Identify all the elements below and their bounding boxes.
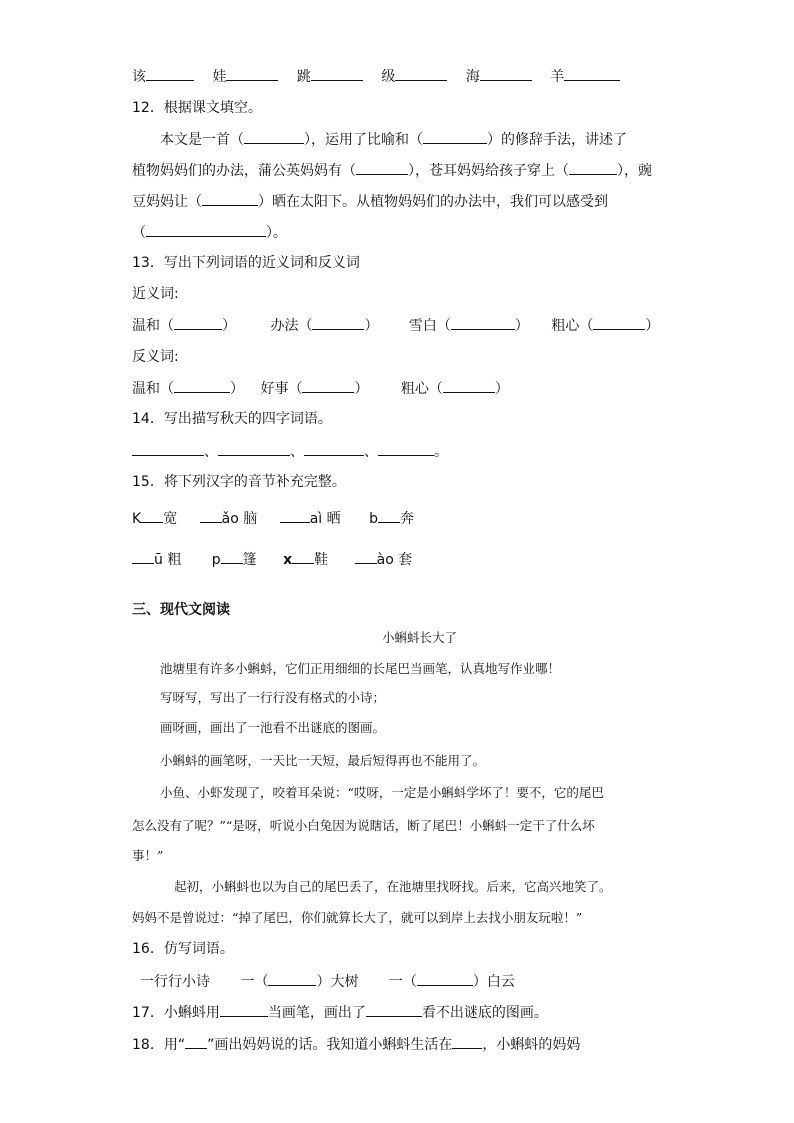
q12-line-4: （ ）。: [132, 222, 287, 243]
answer-blank[interactable]: [226, 66, 278, 81]
question-13-title: 13．写出下列词语的近义词和反义词: [132, 255, 360, 271]
answer-blank[interactable]: [311, 66, 363, 81]
answer-blank[interactable]: [200, 508, 222, 523]
answer-blank[interactable]: [218, 441, 290, 456]
answer-blank[interactable]: [132, 441, 204, 456]
antonym-row: 温和（ ） 好事（ ） 粗心（ ）: [132, 378, 509, 399]
answer-blank[interactable]: [366, 1002, 422, 1017]
answer-blank[interactable]: [378, 508, 400, 523]
answer-blank[interactable]: [220, 1002, 268, 1017]
question-15-title: 15．将下列汉字的音节补充完整。: [132, 474, 346, 490]
story-paragraph: 怎么没有了呢？”“是呀，听说小白兔因为说瞎话，断了尾巴！小蝌蚪一定干了什么坏: [132, 818, 595, 833]
answer-blank[interactable]: [451, 315, 515, 330]
pinyin-row-1: K 宽 ǎo 脑 aì 晒 b 奔: [132, 508, 414, 529]
answer-blank[interactable]: [452, 1034, 482, 1049]
q12-line-2: 植物妈妈们的办法，蒲公英妈妈有（ ），苍耳妈妈给孩子穿上（ ），豌: [132, 160, 652, 181]
answer-blank[interactable]: [480, 66, 532, 81]
answer-blank[interactable]: [443, 378, 495, 393]
answer-blank[interactable]: [185, 1034, 207, 1049]
q12-line-1: 本文是一首（ ），运用了比喻和（ ）的修辞手法，讲述了: [160, 129, 627, 150]
synonym-label: 近义词:: [132, 286, 179, 302]
answer-blank[interactable]: [356, 160, 408, 175]
story-paragraph: 小鱼、小虾发现了，咬着耳朵说：“哎呀，一定是小蝌蚪学坏了！要不，它的尾巴: [160, 785, 604, 800]
answer-blank[interactable]: [146, 66, 194, 81]
story-paragraph: 小蝌蚪的画笔呀，一天比一天短，最后短得再也不能用了。: [160, 753, 486, 768]
story-paragraph: 事！”: [132, 848, 164, 863]
question-17: 17．小蝌蚪用 当画笔，画出了 看不出谜底的图画。: [132, 1002, 548, 1023]
answer-blank[interactable]: [174, 315, 222, 330]
q16-row: 一行行小诗 一（ ）大树 一（ ）白云: [140, 971, 515, 992]
q14-blanks: 、 、 、 。: [132, 441, 448, 462]
answer-blank[interactable]: [292, 549, 314, 564]
q12-line-3: 豆妈妈让（ ）晒在太阳下。从植物妈妈们的办法中，我们可以感受到: [132, 191, 608, 212]
answer-blank[interactable]: [174, 378, 230, 393]
answer-blank[interactable]: [244, 129, 304, 144]
question-12-title: 12．根据课文填空。: [132, 100, 262, 116]
answer-blank[interactable]: [280, 508, 310, 523]
question-18: 18．用“ ”画出妈妈说的话。我知道小蝌蚪生活在 ，小蝌蚪的妈妈: [132, 1034, 580, 1055]
char: 海: [465, 69, 480, 85]
answer-blank[interactable]: [564, 66, 620, 81]
antonym-label: 反义词:: [132, 349, 179, 365]
answer-blank[interactable]: [378, 441, 434, 456]
answer-blank[interactable]: [417, 971, 473, 986]
answer-blank[interactable]: [268, 971, 316, 986]
answer-blank[interactable]: [395, 66, 447, 81]
answer-blank[interactable]: [202, 191, 258, 206]
question-16-title: 16．仿写词语。: [132, 941, 234, 957]
answer-blank[interactable]: [312, 315, 364, 330]
story-paragraph: 画呀画，画出了一池看不出谜底的图画。: [160, 720, 386, 735]
char: 该: [132, 69, 146, 85]
pinyin-row-2: ū 粗 p 篷 x 鞋 ào 套: [132, 549, 412, 570]
story-paragraph: 妈妈不是曾说过：“掉了尾巴，你们就算长大了，就可以到岸上去找小朋友玩啦！”: [132, 910, 583, 925]
answer-blank[interactable]: [302, 378, 354, 393]
answer-blank[interactable]: [132, 549, 154, 564]
story-paragraph: 写呀写，写出了一行行没有格式的小诗；: [160, 690, 386, 705]
char: 娃: [212, 69, 227, 85]
answer-blank[interactable]: [304, 441, 364, 456]
synonym-row: 温和（ ） 办法（ ） 雪白（ ） 粗心（ ）: [132, 315, 659, 336]
char: 跳: [296, 69, 311, 85]
answer-blank[interactable]: [221, 549, 243, 564]
answer-blank[interactable]: [593, 315, 645, 330]
story-title: 小蝌蚪长大了: [382, 630, 458, 645]
answer-blank[interactable]: [146, 222, 266, 237]
word-row: [132, 66, 620, 87]
section-heading: 三、现代文阅读: [132, 602, 230, 618]
answer-blank[interactable]: [569, 160, 617, 175]
answer-blank[interactable]: [355, 549, 377, 564]
story-paragraph: 起初，小蝌蚪也以为自己的尾巴丢了，在池塘里找呀找。后来，它高兴地笑了。: [174, 879, 612, 894]
story-paragraph: 池塘里有许多小蝌蚪，它们正用细细的长尾巴当画笔，认真地写作业哪！: [160, 661, 561, 676]
question-14-title: 14．写出描写秋天的四字词语。: [132, 411, 332, 427]
answer-blank[interactable]: [423, 129, 487, 144]
char: 级: [381, 69, 396, 85]
char: 羊: [550, 69, 565, 85]
answer-blank[interactable]: [141, 508, 163, 523]
